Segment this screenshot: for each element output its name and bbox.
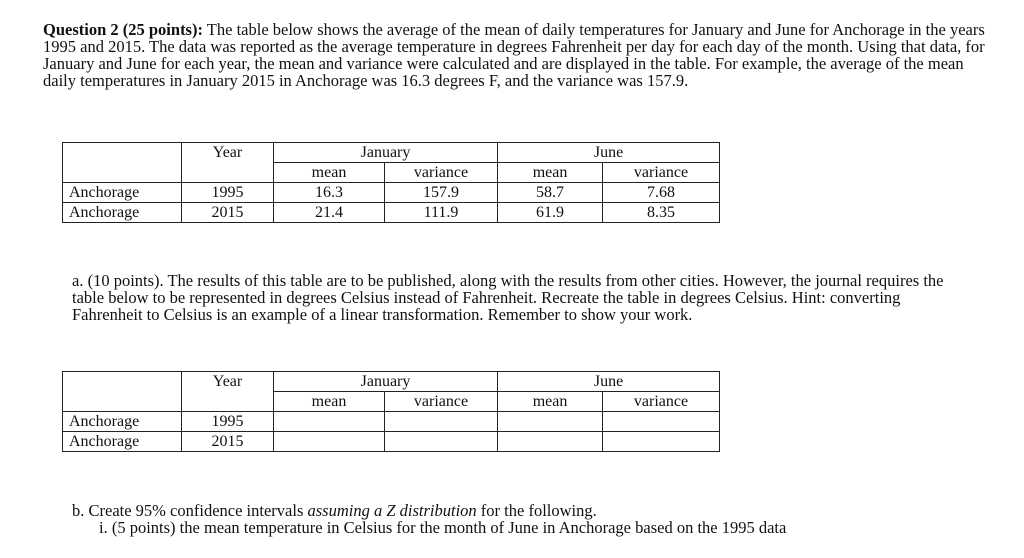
table-header-row (63, 143, 720, 163)
header-june: June (498, 143, 720, 163)
table-subheader-row (63, 163, 720, 183)
header-year: Year (182, 143, 274, 163)
subheader-jun-mean: mean (498, 163, 603, 183)
header-january: January (274, 372, 498, 392)
part-b-text-start: b. Create 95% confidence intervals (72, 501, 308, 520)
jun-variance-cell: 7.68 (603, 183, 720, 203)
empty-answer-cell (385, 432, 498, 452)
table-subheader-row (63, 392, 720, 412)
table-row (63, 203, 720, 223)
city-cell: Anchorage (63, 203, 182, 223)
subheader-jun-variance: variance (603, 163, 720, 183)
blank-cell (182, 163, 274, 183)
jan-mean-cell: 21.4 (274, 203, 385, 223)
jan-mean-cell: 16.3 (274, 183, 385, 203)
fahrenheit-table (62, 142, 720, 223)
question-intro (43, 21, 993, 89)
blank-cell (63, 392, 182, 412)
subheader-jan-mean: mean (274, 392, 385, 412)
subheader-jan-variance: variance (385, 392, 498, 412)
city-cell: Anchorage (63, 412, 182, 432)
city-cell: Anchorage (63, 183, 182, 203)
blank-cell (63, 143, 182, 163)
subheader-jan-variance: variance (385, 163, 498, 183)
question-label: Question 2 (25 points): (43, 20, 203, 39)
city-cell: Anchorage (63, 432, 182, 452)
table-row (63, 412, 720, 432)
subheader-jun-mean: mean (498, 392, 603, 412)
table-header-row (63, 372, 720, 392)
empty-answer-cell (385, 412, 498, 432)
header-year: Year (182, 372, 274, 392)
empty-answer-cell (498, 412, 603, 432)
empty-answer-cell (603, 412, 720, 432)
celsius-table (62, 371, 720, 452)
question-text: The table below shows the average of the mean of daily temperatures for January and June for Anchorage in the years 1995 and 2015. The data was reported as the average temperature in degrees Fahrenheit per day for each day of the month. Using that data, for January and June for each year, the mean and variance were calculated and are displayed in the table. For example, the average of the mean daily temperatures in January 2015 in Anchorage was 16.3 degrees F, and the variance was 157.9. (43, 20, 985, 90)
header-june: June (498, 372, 720, 392)
part-b-text-end: for the following. (476, 501, 597, 520)
empty-answer-cell (603, 432, 720, 452)
subheader-jun-variance: variance (603, 392, 720, 412)
year-cell: 2015 (182, 203, 274, 223)
part-a-text: a. (10 points). The results of this table are to be published, along with the results from other cities. However, the journal requires the table below to be represented in degrees Celsius instead of Fahrenheit. Recreate the table in degrees Celsius. Hint: converting Fahrenheit to Celsius is an example of a linear transformation. Remember to show your work. (72, 271, 944, 324)
part-b (72, 502, 972, 536)
empty-answer-cell (274, 412, 385, 432)
jun-mean-cell: 61.9 (498, 203, 603, 223)
table-row (63, 183, 720, 203)
part-b-text-italic: assuming a Z distribution (307, 501, 477, 520)
year-cell: 1995 (182, 412, 274, 432)
jun-variance-cell: 8.35 (603, 203, 720, 223)
header-january: January (274, 143, 498, 163)
jun-mean-cell: 58.7 (498, 183, 603, 203)
empty-answer-cell (274, 432, 385, 452)
year-cell: 1995 (182, 183, 274, 203)
blank-cell (63, 372, 182, 392)
jan-variance-cell: 111.9 (385, 203, 498, 223)
year-cell: 2015 (182, 432, 274, 452)
jan-variance-cell: 157.9 (385, 183, 498, 203)
subheader-jan-mean: mean (274, 163, 385, 183)
blank-cell (63, 163, 182, 183)
table-row (63, 432, 720, 452)
blank-cell (182, 392, 274, 412)
empty-answer-cell (498, 432, 603, 452)
part-b-instructions (72, 502, 972, 519)
part-b-item-i: i. (5 points) the mean temperature in Celsius for the month of June in Anchorage based on the 1995 data (99, 518, 787, 537)
